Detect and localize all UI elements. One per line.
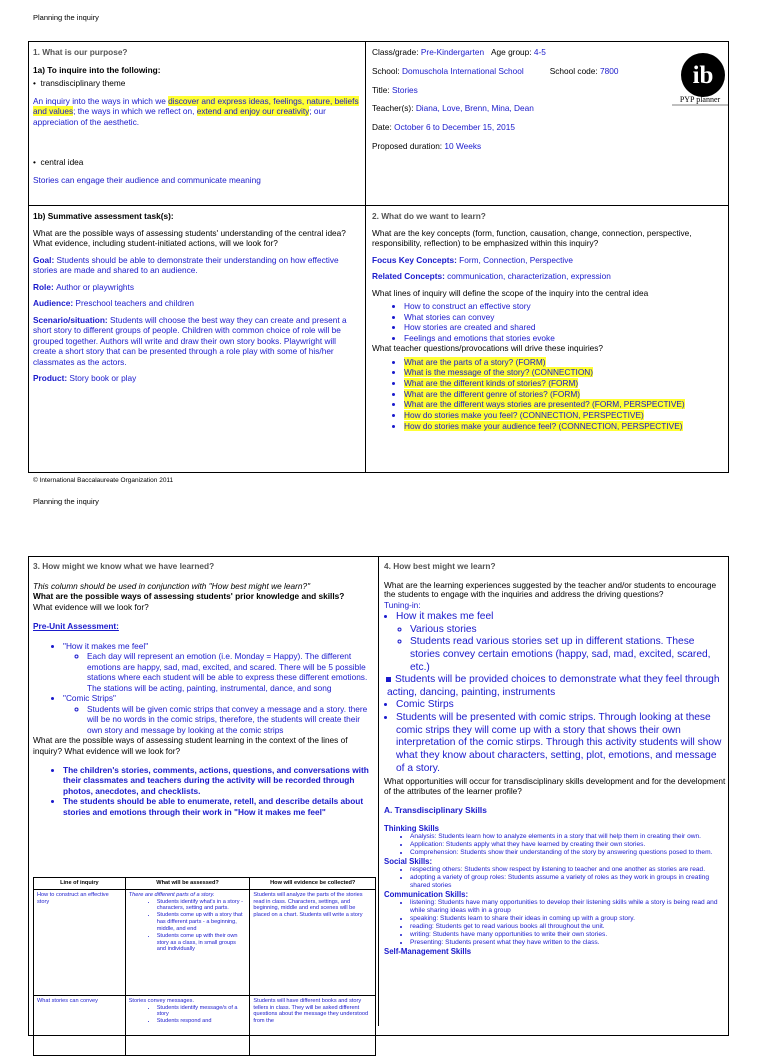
assess-intro: Stories convey messages.	[128, 997, 194, 1004]
theme-label: transdisciplinary theme	[40, 78, 126, 89]
summative-cell	[33, 211, 361, 390]
tuning-block	[384, 611, 726, 775]
sub-list	[63, 704, 375, 736]
opportunities-question: What opportunities will occur for transdisciplinary skills development and for the development of the attributes of the learner profile?	[384, 776, 726, 797]
focus-row	[372, 255, 724, 266]
focus-text: Form, Connection, Perspective	[459, 254, 574, 265]
provocation-text: What are the different ways stories are presented? (FORM, PERSPECTIVE)	[404, 399, 685, 410]
list-item: • What stories can convey	[404, 312, 724, 323]
sub-item: ◦ Students read various stories set up in different stations. These stories convey certain emotions (happy, sad, mad, excited, scared, etc.)	[410, 636, 726, 674]
list-item: • Students respond and	[157, 1018, 247, 1025]
date-label: Date:	[372, 122, 395, 133]
list-item: • Students will be presented with comic strips. Through looking at these comic strips they will come up with a story that shows their own interpretation of the comic stirps. Through this activity students will show what they know about characters, setting, plot, emotions, and message of a story.	[396, 712, 726, 775]
list-item	[404, 378, 724, 389]
class-label: Class/grade:	[372, 47, 421, 57]
assess-heading: 3. How might we know what we have learned?	[33, 561, 215, 571]
table-cell	[125, 889, 250, 995]
sub-item: ◦ Various stories	[410, 624, 726, 637]
provocations-question: What teacher questions/provocations will drive these inquiries?	[372, 343, 604, 354]
list-item	[63, 693, 375, 735]
list-item	[63, 641, 375, 694]
teachers-label: Teacher(s):	[372, 103, 416, 114]
list-item: • speaking: Students learn to share their ideas in coming up with a group story.	[410, 915, 726, 923]
central-label-row: • central idea	[33, 157, 84, 168]
list-item	[404, 399, 724, 410]
communication-heading: Communication Skills:	[384, 889, 469, 899]
list-item: • Comprehension: Students show their understanding of the story by answering questions posed to them.	[410, 849, 726, 857]
assess-intro-plain: What evidence will we look for?	[33, 601, 149, 612]
assess-items	[129, 899, 247, 954]
purpose-cell	[33, 47, 361, 185]
product-row	[33, 373, 361, 384]
duration-value: 10 Weeks	[444, 140, 482, 151]
social-heading: Social Skills:	[384, 856, 433, 866]
provocation-text: What are the different kinds of stories? (FORM)	[404, 378, 579, 389]
list-item: • How stories are created and shared	[404, 322, 724, 333]
table-row	[34, 889, 376, 995]
product-text: Story book or play	[69, 373, 137, 384]
school-label: School:	[372, 65, 402, 76]
choices-text: Students will be provided choices to demonstrate what they feel through acting, dancing, painting, instruments	[387, 674, 720, 698]
table-cell: What stories can convey	[34, 995, 126, 1055]
column-divider	[365, 41, 366, 473]
list-item	[404, 357, 724, 368]
product-label: Product:	[33, 373, 70, 384]
column-header: Line of inquiry	[34, 878, 126, 890]
assess-intro-bold: What are the possible ways of assessing students' prior knowledge and skills?	[33, 591, 345, 602]
list-item: • listening: Students have many opportunities to develop their listening skills while a story is being read and while sharing ideas with in a group	[410, 899, 726, 915]
duration-label: Proposed duration:	[372, 140, 445, 151]
tuning-label: Tuning-in:	[384, 600, 421, 611]
assess-items	[129, 1005, 247, 1025]
purpose-heading: 1. What is our purpose?	[33, 47, 128, 57]
scenario-text: Students will choose the best way they can create and present a short story to different groups of people. Children with common choice of role will be grouped together. Authors will write and draw their own story books. Playwright will create a short story that can be presented through a role play with some of his/her classmates as the actors.	[33, 314, 347, 367]
role-row	[33, 282, 361, 293]
list-item	[404, 367, 724, 378]
related-label: Related Concepts:	[372, 271, 448, 282]
square-bullet-icon	[386, 677, 391, 682]
lines-list	[372, 301, 724, 343]
list-item: • Students identify message/s of a story	[157, 1005, 247, 1019]
theme-highlight-2: extend and enjoy our creativity	[196, 106, 310, 117]
focus-label: Focus Key Concepts:	[372, 254, 460, 265]
list-item: • Comic Stirps	[396, 699, 726, 712]
learn-best-heading: 4. How best might we learn?	[384, 561, 496, 571]
role-label: Role:	[33, 281, 57, 292]
column-divider	[378, 556, 379, 1026]
title-row	[372, 85, 672, 96]
page-header: Planning the inquiry	[33, 497, 99, 506]
role-text: Author or playwrights	[56, 281, 134, 292]
list-item: • The students should be able to enumerate, retell, and describe details about stories and emotions through their work in "How it makes me feel"	[63, 796, 375, 817]
central-idea: Stories can engage their audience and communicate meaning	[33, 174, 261, 185]
learn-best-cell	[384, 561, 726, 956]
table-header-row	[34, 878, 376, 890]
list-item: • Analysis: Students learn how to analyze elements in a story that will help them in creating their own.	[410, 833, 726, 841]
assessment-table	[33, 877, 376, 1056]
goal-row	[33, 255, 361, 276]
thinking-list	[384, 833, 726, 857]
audience-text: Preschool teachers and children	[75, 298, 194, 309]
school-row	[372, 66, 672, 77]
communication-list	[384, 899, 726, 946]
ib-logo	[672, 50, 728, 106]
sub-item: ◦ Each day will represent an emotion (i.e. Monday = Happy). The different emotions are happy, sad, mad, excited, and scared. There will be 5 possible stations where each student will be able to express these different emotions. The stations will be acting, painting, instrumental, dance, and song	[87, 651, 375, 693]
class-value: Pre-Kindergarten	[420, 47, 485, 57]
learn-heading: 2. What do we want to learn?	[372, 211, 486, 221]
page-footer: © International Baccalaureate Organization 2011	[33, 477, 174, 484]
scenario-row	[33, 315, 361, 368]
evidence-list	[33, 765, 375, 818]
list-item	[396, 611, 726, 674]
list-item: • Students come up with a story that has different parts - a beginning, middle, and end	[157, 912, 247, 932]
learn-cell	[372, 211, 724, 431]
pre-unit-list	[33, 641, 375, 736]
list-item: • Application: Students apply what they have learned by creating their own stories.	[410, 841, 726, 849]
column-header: How will evidence be collected?	[250, 878, 376, 890]
provocation-text: What are the different genre of stories? (FORM)	[404, 388, 580, 399]
ib-logo-letters: ib	[692, 62, 714, 89]
table-cell	[125, 995, 250, 1055]
learn-best-question: What are the learning experiences suggested by the teacher and/or students to encourage the students to engage with the inquiries and address the driving questions?	[384, 579, 717, 600]
list-item: • respecting others: Students show respect by listening to teacher and one another as stories are read.	[410, 866, 726, 874]
table-row	[34, 995, 376, 1055]
duration-row	[372, 141, 672, 152]
theme-highlight-1: discover and express ideas, feelings, nature, beliefs and values	[33, 95, 359, 117]
list-item: • The children's stories, comments, actions, questions, and conversations with their classmates and teachers during the activity will be recorded through photos, anecdotes, and checklists.	[63, 765, 375, 797]
sub-list	[63, 651, 375, 693]
page-header: Planning the inquiry	[33, 13, 99, 22]
theme-text	[33, 96, 361, 128]
list-item: • How to construct an effective story	[404, 301, 724, 312]
tuning-list	[384, 611, 726, 674]
lines-assess-question: What are the possible ways of assessing student learning in the context of the lines of inquiry? What evidence will we look for?	[33, 735, 348, 756]
purpose-sub: 1a) To inquire into the following:	[33, 64, 161, 75]
item-title: "How it makes me feel"	[63, 640, 149, 651]
teachers-value: Diana, Love, Brenn, Mina, Dean	[415, 103, 534, 114]
list-item: • writing: Students have many opportunities to write their own stories.	[410, 931, 726, 939]
audience-row	[33, 298, 361, 309]
skills-block	[384, 824, 726, 956]
provocation-text: What are the parts of a story? (FORM)	[404, 356, 546, 367]
scenario-label: Scenario/situation:	[33, 314, 110, 325]
list-item: • Presenting: Students present what they have written to the class.	[410, 939, 726, 947]
sub-list	[396, 624, 726, 675]
teachers-row	[372, 103, 672, 114]
code-label: School code:	[549, 65, 601, 76]
age-label: Age group:	[491, 47, 534, 57]
choices-row	[384, 674, 726, 699]
theme-text-c: ; our appreciation of the aesthetic.	[33, 106, 326, 127]
central-idea-label: central idea	[40, 157, 84, 168]
theme-text-a: An inquiry into the ways in which we	[33, 95, 169, 106]
list-item	[404, 421, 724, 432]
provocation-text: What is the message of the story? (CONNECTION)	[404, 367, 594, 378]
assess-intro-italic: This column should be used in conjunction with "How best might we learn?"	[33, 580, 311, 591]
provocations-list	[372, 357, 724, 431]
summative-question: What are the possible ways of assessing students' understanding of the central idea? What evidence, including student-initiated actions, will we look for?	[33, 227, 346, 249]
date-row	[372, 122, 672, 133]
list-item: • Students identify what's in a story - characters, setting and parts.	[157, 899, 247, 913]
column-header: What will be assessed?	[125, 878, 250, 890]
item-title: "Comic Strips"	[63, 693, 116, 704]
summative-heading: 1b) Summative assessment task(s):	[33, 211, 174, 221]
list-item	[404, 410, 724, 421]
theme-text-b: ; the ways in which we reflect on,	[73, 106, 197, 117]
social-list	[384, 866, 726, 890]
assess-cell	[33, 561, 375, 817]
list-item: • Students come up with their own story as a class, in small groups and individually	[157, 933, 247, 953]
row-divider	[28, 205, 729, 206]
age-value: 4-5	[533, 47, 546, 57]
pre-unit-heading: Pre-Unit Assessment:	[33, 621, 119, 632]
list-item: • adopting a variety of group roles: Students assume a variety of roles as they work in groups in creating shared stories	[410, 874, 726, 890]
class-row	[372, 47, 672, 58]
table-cell: How to construct an effective story	[34, 889, 126, 995]
lines-question: What lines of inquiry will define the scope of the inquiry into the central idea	[372, 287, 649, 298]
related-text: communication, characterization, expression	[447, 271, 611, 282]
sub-item: ◦ Students will be given comic strips that convey a message and a story. there will be no words in the comic strips, therefore, the students will create their own story and message by looking at the comic strips	[87, 704, 375, 736]
title-value: Stories	[391, 84, 418, 95]
audience-label: Audience:	[33, 298, 76, 309]
provocation-text: How do stories make you feel? (CONNECTION, PERSPECTIVE)	[404, 409, 644, 420]
skills-heading: A. Transdisciplinary Skills	[384, 805, 487, 816]
provocation-text: How do stories make your audience feel? (CONNECTION, PERSPECTIVE)	[404, 420, 683, 431]
assess-intro: There are different parts of a story.	[128, 891, 215, 898]
table-cell: Students will have different books and story tellers in class. They will be asked different questions about the message they understood from the	[250, 995, 376, 1055]
school-value: Domuschola International School	[401, 65, 524, 76]
self-management-heading: Self-Management Skills	[384, 946, 472, 956]
list-item: • reading: Students get to read various books all throughout the unit.	[410, 923, 726, 931]
goal-label: Goal:	[33, 254, 57, 265]
item-title: How it makes me feel	[396, 610, 494, 622]
code-value: 7800	[600, 65, 619, 76]
theme-label-row: • transdisciplinary theme	[33, 78, 126, 89]
goal-text: Students should be able to demonstrate their understanding on how effective stories are made and shared to an audience.	[33, 254, 339, 276]
thinking-heading: Thinking Skills	[384, 823, 440, 833]
date-value: October 6 to December 15, 2015	[394, 122, 515, 133]
info-cell	[372, 47, 672, 152]
key-concepts-question: What are the key concepts (form, function, causation, change, connection, perspective, responsibility, reflection) to be emphasized within this inquiry?	[372, 227, 692, 249]
list-item: • Feelings and emotions that stories evoke	[404, 333, 724, 344]
title-label: Title:	[372, 84, 392, 95]
ib-logo-caption: PYP planner	[679, 95, 721, 104]
comic-list	[384, 699, 726, 775]
related-row	[372, 271, 724, 282]
list-item	[404, 389, 724, 400]
table-cell: Students will analyze the parts of the stories read in class. Characters, settings, and beginning, middle and end scenes will be placed on a chart. Students will write a story	[250, 889, 376, 995]
